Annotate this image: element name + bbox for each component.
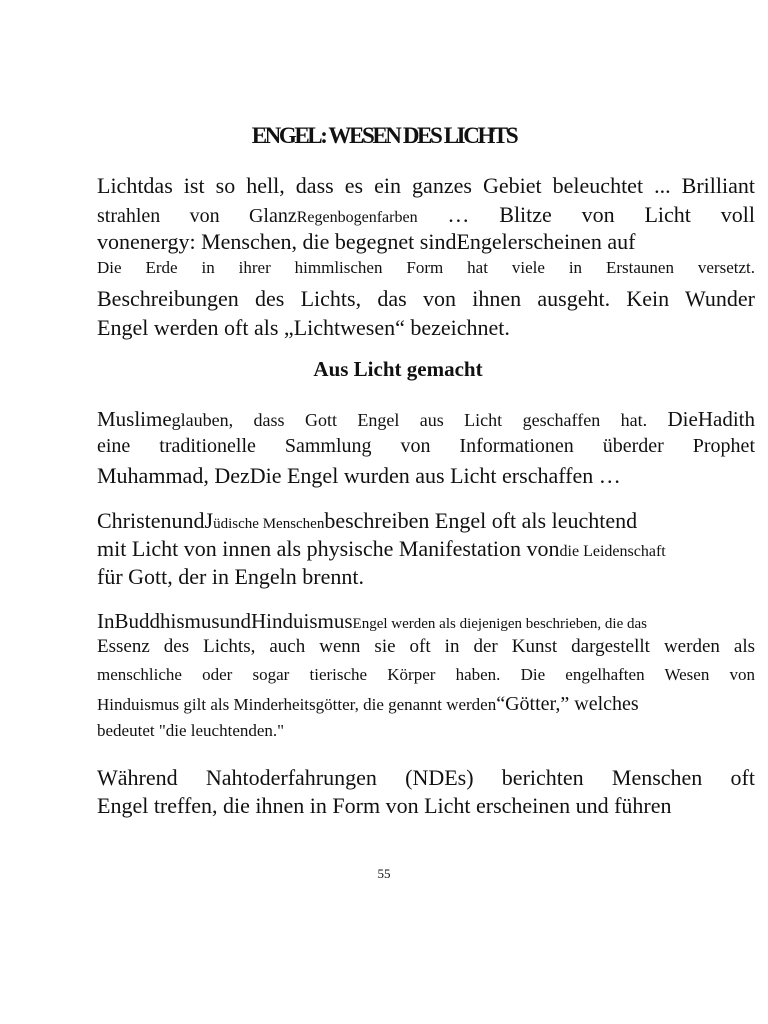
text-line: strahlen von GlanzRegenbogenfarben … Blitze von Licht voll (97, 202, 755, 227)
text-line: ChristenundJüdische Menschenbeschreiben Engel oft als leuchtend (97, 508, 638, 533)
text-line: Engel treffen, die ihnen in Form von Licht erscheinen und führen (97, 793, 672, 818)
text-line: Muslimeglauben, dass Gott Engel aus Licht geschaffen hat. DieHadith (97, 407, 755, 431)
text-line: menschliche oder sogar tierische Körper haben. Die engelhaften Wesen von (97, 665, 755, 684)
text-line: Engel werden oft als „Lichtwesen“ bezeichnet. (97, 315, 510, 340)
text-line: InBuddhismusundHinduismusEngel werden als diejenigen beschrieben, die das (97, 609, 648, 633)
page-title: ENGEL: WESEN DES LICHTS (251, 123, 517, 148)
text-line: mit Licht von innen als physische Manifestation vondie Leidenschaft (97, 536, 666, 561)
text-line: Muhammad, DezDie Engel wurden aus Licht erschaffen … (97, 463, 621, 488)
text-line: eine traditionelle Sammlung von Informationen überder Prophet (97, 435, 755, 457)
text-line: bedeutet "die leuchtenden." (97, 721, 285, 740)
section-heading: Aus Licht gemacht (313, 357, 483, 381)
text-line: vonenergy: Menschen, die begegnet sindEngelerscheinen auf (97, 229, 636, 254)
text-line: Essenz des Lichts, auch wenn sie oft in der Kunst dargestellt werden als (97, 636, 755, 657)
text-line: Lichtdas ist so hell, dass es ein ganzes Gebiet beleuchtet ... Brilliant (97, 173, 755, 198)
text-line: Während Nahtoderfahrungen (NDEs) berichten Menschen oft (97, 765, 755, 790)
text-line: für Gott, der in Engeln brennt. (97, 564, 364, 589)
page-number: 55 (377, 866, 391, 881)
text-line: Beschreibungen des Lichts, das von ihnen ausgeht. Kein Wunder (97, 286, 755, 311)
text-line: Die Erde in ihrer himmlischen Form hat viele in Erstaunen versetzt. (97, 258, 755, 277)
text-line: Hinduismus gilt als Minderheitsgötter, die genannt werden“Götter,” welches (97, 693, 639, 715)
